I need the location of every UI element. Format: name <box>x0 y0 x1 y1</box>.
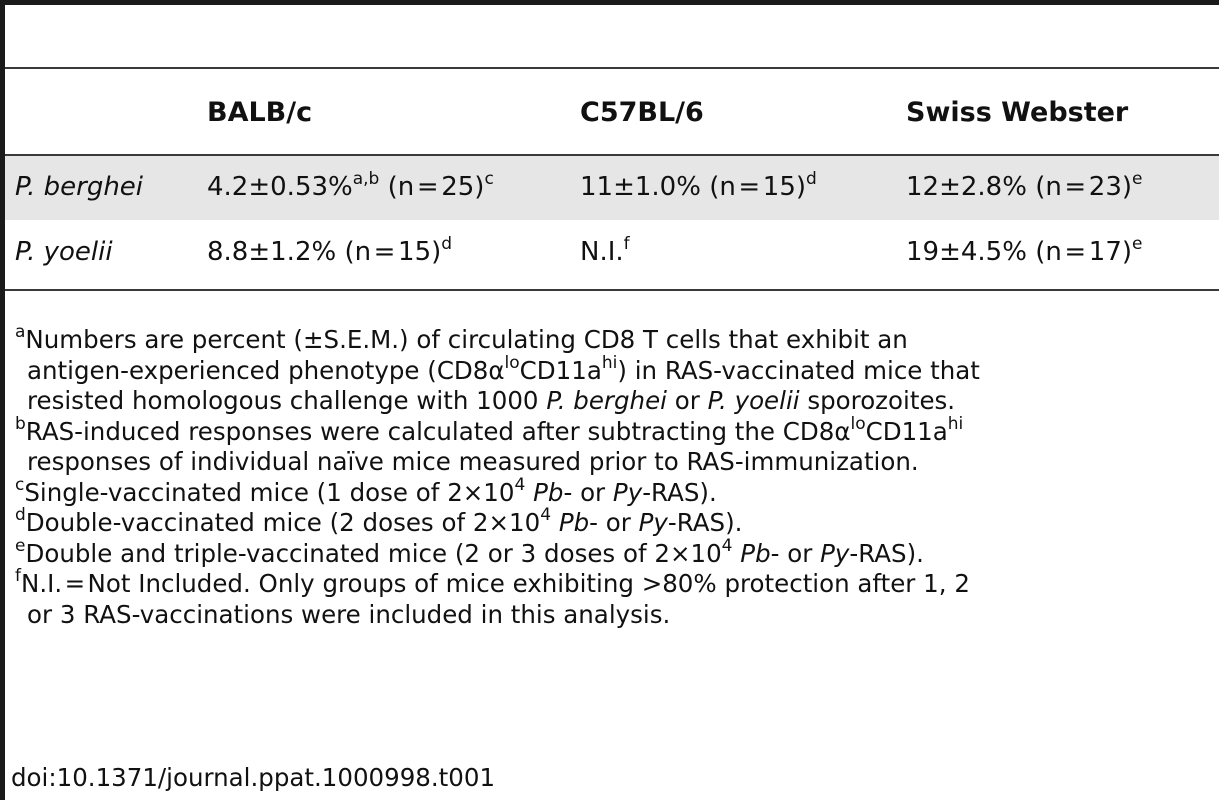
cell-value: N.I. <box>580 237 624 267</box>
footnote-text: Single-vaccinated mice (1 dose of 2×10 <box>24 477 515 507</box>
top-border <box>0 0 1219 5</box>
footnote-mark: c <box>15 474 25 495</box>
footnote-text: RAS-induced responses were calculated after subtracting the CD8α <box>25 416 851 446</box>
cell-yoelii-c57bl6 <box>580 234 630 267</box>
superscript: hi <box>601 352 618 373</box>
superscript: hi <box>947 413 964 434</box>
footnote-text: N.I. = Not Included. Only groups of mice exhibiting >80% protection after 1, 2 <box>21 569 970 598</box>
footnote-ref: e <box>1132 234 1143 254</box>
row-label-p-berghei: P. berghei <box>15 172 144 202</box>
cell-yoelii-swiss <box>906 234 1143 267</box>
footnote-ref: c <box>484 169 494 189</box>
footnote-text: sporozoites. <box>799 386 956 415</box>
footnote-ref: d <box>441 234 453 254</box>
footnote-text: - or <box>589 508 639 537</box>
cell-n: (n = 25) <box>379 172 485 202</box>
footnote-text: Double-vaccinated mice (2 doses of 2×10 <box>25 508 541 537</box>
abbrev: Pb <box>558 508 590 537</box>
footnote-ref: d <box>806 169 817 189</box>
abbrev: Py <box>612 477 643 507</box>
footnote-ref: f <box>623 234 630 254</box>
footnote-text: -RAS). <box>667 508 743 537</box>
footnote-mark: d <box>15 505 26 525</box>
footnote-text: or <box>666 386 708 415</box>
cell-value: 8.8±1.2% (n = 15) <box>207 237 442 267</box>
superscript: 4 <box>540 505 552 525</box>
footnote-text: resisted homologous challenge with 1000 <box>27 386 547 415</box>
footnote-e <box>15 535 1215 570</box>
cell-berghei-balbc <box>207 169 494 202</box>
superscript: 4 <box>514 474 526 495</box>
footnote-ref: a,b <box>352 169 380 189</box>
footnote-b <box>15 413 1215 478</box>
abbrev: Py <box>820 538 850 568</box>
footnote-f <box>15 566 1215 630</box>
footnote-text: antigen-experienced phenotype (CD8α <box>27 355 505 385</box>
cell-berghei-c57bl6 <box>580 169 817 202</box>
abbrev: Py <box>638 508 668 537</box>
footnote-text: Numbers are percent (±S.E.M.) of circulating CD8 T cells that exhibit an <box>25 325 908 354</box>
superscript: lo <box>504 352 520 373</box>
footnote-mark: b <box>15 413 26 434</box>
column-header-balbc: BALB/c <box>207 97 313 128</box>
footnote-text: Double and triple-vaccinated mice (2 or 3 doses of 2×10 <box>25 538 722 568</box>
left-border <box>0 0 5 800</box>
footnote-mark: f <box>15 566 21 586</box>
footnote-text: -RAS). <box>642 477 717 507</box>
column-header-c57bl6: C57BL/6 <box>580 97 704 128</box>
footnote-mark: e <box>15 535 26 556</box>
table-footnotes <box>15 322 1215 630</box>
footnote-text: ) in RAS-vaccinated mice that <box>617 355 980 385</box>
cell-berghei-swiss <box>906 169 1143 202</box>
footnote-c <box>15 474 1215 509</box>
footnote-text: - or <box>770 538 821 568</box>
cell-value: 19±4.5% (n = 17) <box>906 237 1133 267</box>
table-bottom-rule <box>5 289 1219 291</box>
superscript: 4 <box>721 535 733 556</box>
cell-value: 11±1.0% (n = 15) <box>580 172 807 202</box>
footnote-text: -RAS). <box>849 538 924 568</box>
doi-link[interactable]: doi:10.1371/journal.ppat.1000998.t001 <box>11 763 496 792</box>
footnote-text: CD11a <box>865 416 948 446</box>
species-name: P. berghei <box>546 386 667 415</box>
footnote-mark: a <box>15 322 26 342</box>
footnote-text: responses of individual naïve mice measured prior to RAS-immunization. <box>27 447 919 476</box>
row-label-p-yoelii: P. yoelii <box>15 237 113 267</box>
superscript: lo <box>850 413 866 434</box>
column-header-swiss-webster: Swiss Webster <box>906 97 1129 128</box>
footnote-ref: e <box>1132 169 1143 189</box>
species-name: P. yoelii <box>707 386 800 415</box>
cell-value: 4.2±0.53% <box>207 172 353 202</box>
footnote-text: CD11a <box>519 355 602 385</box>
footnote-text: - or <box>563 477 613 507</box>
abbrev: Pb <box>740 538 771 568</box>
cell-yoelii-balbc <box>207 234 453 267</box>
table-top-rule <box>5 67 1219 69</box>
footnote-text: or 3 RAS-vaccinations were included in this analysis. <box>27 599 671 629</box>
footnote-d <box>15 505 1215 539</box>
abbrev: Pb <box>533 477 564 507</box>
footnote-a <box>15 322 1215 417</box>
cell-value: 12±2.8% (n = 23) <box>906 172 1133 202</box>
